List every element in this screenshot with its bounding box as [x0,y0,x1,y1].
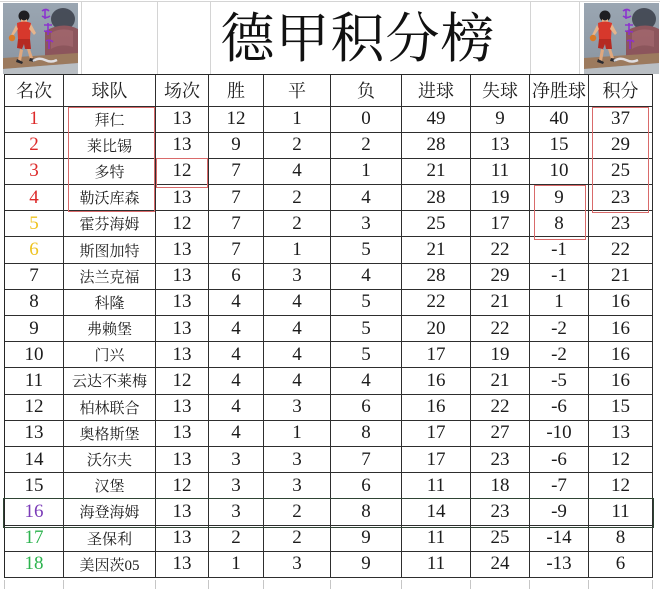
cell-goal-diff-row-7[interactable]: -1 [530,264,589,290]
cell-played-row-10[interactable]: 13 [156,342,209,368]
cell-goals-against-row-15[interactable]: 18 [471,473,530,499]
cell-team-row-17[interactable]: 圣保利 [64,526,156,552]
cell-goals-for-row-11[interactable]: 16 [402,368,471,394]
cell-drawn-row-10[interactable]: 4 [264,342,331,368]
cell-played-row-2[interactable]: 13 [156,133,209,159]
cell-goals-against-row-7[interactable]: 29 [471,264,530,290]
grid-line [579,2,580,74]
cell-played-row-17[interactable]: 13 [156,526,209,552]
cell-played-row-4[interactable]: 13 [156,185,209,211]
cell-lost-row-15[interactable]: 6 [331,473,402,499]
grid-line [81,2,82,74]
cell-team-row-12[interactable]: 柏林联合 [64,395,156,421]
cell-points-row-10[interactable]: 16 [589,342,653,368]
page-title: 德甲积分榜 [220,9,496,69]
cell-team-row-18[interactable]: 美因茨05 [64,552,156,578]
cell-goals-against-row-3[interactable]: 11 [471,159,530,185]
cell-points-row-5[interactable]: 23 [589,211,653,237]
cell-lost-row-5[interactable]: 3 [331,211,402,237]
cell-goals-against-row-18[interactable]: 24 [471,552,530,578]
grid-line [63,580,64,589]
cell-points-row-1[interactable]: 37 [589,107,653,133]
grid-line [210,2,211,74]
header-cell-goal-diff[interactable]: 净胜球 [530,75,589,107]
cell-lost-row-4[interactable]: 4 [331,185,402,211]
cell-points-row-11[interactable]: 16 [589,368,653,394]
cell-lost-row-13[interactable]: 8 [331,421,402,447]
grid-line [530,2,531,74]
cell-goals-for-row-12[interactable]: 16 [402,395,471,421]
header-cell-goals-against[interactable]: 失球 [471,75,530,107]
cell-rank-row-17[interactable]: 17 [5,526,64,552]
cell-played-row-16[interactable]: 13 [156,499,209,525]
grid-line [401,580,402,589]
cell-goals-for-row-1[interactable]: 49 [402,107,471,133]
cell-goals-against-row-14[interactable]: 23 [471,447,530,473]
cell-played-row-6[interactable]: 13 [156,237,209,263]
cell-rank-row-10[interactable]: 10 [5,342,64,368]
cell-goals-against-row-17[interactable]: 25 [471,526,530,552]
grid-line [157,2,158,74]
cell-points-row-12[interactable]: 15 [589,395,653,421]
cell-won-row-8[interactable]: 4 [209,290,264,316]
cell-lost-row-17[interactable]: 9 [331,526,402,552]
cell-goals-against-row-6[interactable]: 22 [471,237,530,263]
grid-line [470,580,471,589]
cell-played-row-3[interactable]: 12 [156,159,209,185]
cell-team-row-16[interactable]: 海登海姆 [64,499,156,525]
cell-rank-row-2[interactable]: 2 [5,133,64,159]
cell-won-row-7[interactable]: 6 [209,264,264,290]
cell-played-row-12[interactable]: 13 [156,395,209,421]
cell-drawn-row-14[interactable]: 3 [264,447,331,473]
cell-won-row-9[interactable]: 4 [209,316,264,342]
cell-team-row-13[interactable]: 奥格斯堡 [64,421,156,447]
cell-team-row-10[interactable]: 门兴 [64,342,156,368]
cell-goal-diff-row-9[interactable]: -2 [530,316,589,342]
grid-line [208,580,209,589]
header-cell-lost[interactable]: 负 [331,75,402,107]
cell-played-row-11[interactable]: 12 [156,368,209,394]
cell-goals-for-row-13[interactable]: 17 [402,421,471,447]
cell-goals-for-row-16[interactable]: 14 [402,499,471,525]
cell-won-row-10[interactable]: 4 [209,342,264,368]
cell-lost-row-14[interactable]: 7 [331,447,402,473]
cell-rank-row-18[interactable]: 18 [5,552,64,578]
cell-points-row-8[interactable]: 16 [589,290,653,316]
cell-rank-row-13[interactable]: 13 [5,421,64,447]
cell-goals-against-row-12[interactable]: 22 [471,395,530,421]
cell-points-row-18[interactable]: 6 [589,552,653,578]
cell-drawn-row-1[interactable]: 1 [264,107,331,133]
cell-goals-against-row-8[interactable]: 21 [471,290,530,316]
cell-goals-against-row-11[interactable]: 21 [471,368,530,394]
cell-goals-for-row-14[interactable]: 17 [402,447,471,473]
cell-played-row-7[interactable]: 13 [156,264,209,290]
cell-goals-against-row-9[interactable]: 22 [471,316,530,342]
cell-goals-against-row-10[interactable]: 19 [471,342,530,368]
cell-goals-against-row-5[interactable]: 17 [471,211,530,237]
cell-played-row-9[interactable]: 13 [156,316,209,342]
header-cell-team[interactable]: 球队 [64,75,156,107]
cell-team-row-8[interactable]: 科隆 [64,290,156,316]
cell-won-row-6[interactable]: 7 [209,237,264,263]
cell-drawn-row-11[interactable]: 4 [264,368,331,394]
cell-team-row-2[interactable]: 莱比锡 [64,133,156,159]
cell-lost-row-3[interactable]: 1 [331,159,402,185]
cell-lost-row-16[interactable]: 8 [331,499,402,525]
cell-played-row-18[interactable]: 13 [156,552,209,578]
cell-goals-for-row-4[interactable]: 28 [402,185,471,211]
cell-rank-row-16[interactable]: 16 [5,499,64,525]
cell-played-row-15[interactable]: 12 [156,473,209,499]
cell-lost-row-7[interactable]: 4 [331,264,402,290]
cell-rank-row-9[interactable]: 9 [5,316,64,342]
cell-drawn-row-3[interactable]: 4 [264,159,331,185]
cell-goals-for-row-3[interactable]: 21 [402,159,471,185]
cell-lost-row-18[interactable]: 9 [331,552,402,578]
cell-played-row-14[interactable]: 13 [156,447,209,473]
cell-goals-against-row-2[interactable]: 13 [471,133,530,159]
cell-lost-row-9[interactable]: 5 [331,316,402,342]
cell-lost-row-2[interactable]: 2 [331,133,402,159]
grid-line [652,580,653,589]
header-cell-goals-for[interactable]: 进球 [402,75,471,107]
cell-drawn-row-5[interactable]: 2 [264,211,331,237]
cell-points-row-7[interactable]: 21 [589,264,653,290]
cell-lost-row-12[interactable]: 6 [331,395,402,421]
cell-lost-row-8[interactable]: 5 [331,290,402,316]
cell-goals-for-row-15[interactable]: 11 [402,473,471,499]
cell-drawn-row-13[interactable]: 1 [264,421,331,447]
cell-drawn-row-9[interactable]: 4 [264,316,331,342]
cell-goals-for-row-8[interactable]: 22 [402,290,471,316]
cell-drawn-row-6[interactable]: 1 [264,237,331,263]
cell-won-row-3[interactable]: 7 [209,159,264,185]
cell-goal-diff-row-11[interactable]: -5 [530,368,589,394]
cell-rank-row-7[interactable]: 7 [5,264,64,290]
cell-lost-row-1[interactable]: 0 [331,107,402,133]
cell-won-row-17[interactable]: 2 [209,526,264,552]
cell-points-row-2[interactable]: 29 [589,133,653,159]
cell-goal-diff-row-13[interactable]: -10 [530,421,589,447]
cell-goal-diff-row-2[interactable]: 15 [530,133,589,159]
cell-goals-for-row-2[interactable]: 28 [402,133,471,159]
cell-rank-row-14[interactable]: 14 [5,447,64,473]
grid-line [588,580,589,589]
cell-won-row-4[interactable]: 7 [209,185,264,211]
cell-team-row-3[interactable]: 多特 [64,159,156,185]
cell-goal-diff-row-6[interactable]: -1 [530,237,589,263]
cell-goal-diff-row-8[interactable]: 1 [530,290,589,316]
cell-drawn-row-7[interactable]: 3 [264,264,331,290]
header-cell-points[interactable]: 积分 [589,75,653,107]
cell-goals-for-row-9[interactable]: 20 [402,316,471,342]
cell-points-row-16[interactable]: 11 [589,499,653,525]
cell-drawn-row-8[interactable]: 4 [264,290,331,316]
cell-goal-diff-row-1[interactable]: 40 [530,107,589,133]
cell-won-row-12[interactable]: 4 [209,395,264,421]
header-cell-won[interactable]: 胜 [209,75,264,107]
cell-drawn-row-15[interactable]: 3 [264,473,331,499]
cell-drawn-row-2[interactable]: 2 [264,133,331,159]
cell-won-row-11[interactable]: 4 [209,368,264,394]
grid-line [330,580,331,589]
cell-lost-row-6[interactable]: 5 [331,237,402,263]
cell-lost-row-11[interactable]: 4 [331,368,402,394]
cell-points-row-17[interactable]: 8 [589,526,653,552]
cell-team-row-11[interactable]: 云达不莱梅 [64,368,156,394]
cell-points-row-4[interactable]: 23 [589,185,653,211]
cell-goals-for-row-6[interactable]: 21 [402,237,471,263]
cell-rank-row-11[interactable]: 11 [5,368,64,394]
cell-won-row-15[interactable]: 3 [209,473,264,499]
cell-team-row-15[interactable]: 汉堡 [64,473,156,499]
cell-played-row-13[interactable]: 13 [156,421,209,447]
cell-points-row-13[interactable]: 13 [589,421,653,447]
cell-rank-row-1[interactable]: 1 [5,107,64,133]
cell-goals-for-row-17[interactable]: 11 [402,526,471,552]
cell-drawn-row-17[interactable]: 2 [264,526,331,552]
cell-team-row-7[interactable]: 法兰克福 [64,264,156,290]
cell-rank-row-15[interactable]: 15 [5,473,64,499]
cell-goal-diff-row-15[interactable]: -7 [530,473,589,499]
cell-rank-row-6[interactable]: 6 [5,237,64,263]
cell-rank-row-8[interactable]: 8 [5,290,64,316]
cell-points-row-14[interactable]: 12 [589,447,653,473]
cell-team-row-1[interactable]: 拜仁 [64,107,156,133]
grid-line [0,1,660,2]
cell-goals-for-row-5[interactable]: 25 [402,211,471,237]
cell-team-row-14[interactable]: 沃尔夫 [64,447,156,473]
cell-goal-diff-row-10[interactable]: -2 [530,342,589,368]
cell-goals-against-row-1[interactable]: 9 [471,107,530,133]
cell-goals-against-row-13[interactable]: 27 [471,421,530,447]
cell-goals-for-row-10[interactable]: 17 [402,342,471,368]
cell-goals-against-row-4[interactable]: 19 [471,185,530,211]
header-cell-drawn[interactable]: 平 [264,75,331,107]
cell-drawn-row-16[interactable]: 2 [264,499,331,525]
cell-goal-diff-row-12[interactable]: -6 [530,395,589,421]
header-cell-rank[interactable]: 名次 [5,75,64,107]
cell-goals-against-row-16[interactable]: 23 [471,499,530,525]
cell-points-row-6[interactable]: 22 [589,237,653,263]
cell-goal-diff-row-18[interactable]: -13 [530,552,589,578]
cell-won-row-13[interactable]: 4 [209,421,264,447]
cell-drawn-row-12[interactable]: 3 [264,395,331,421]
cell-played-row-1[interactable]: 13 [156,107,209,133]
slam-dunk-player-image [584,3,659,74]
cell-team-row-4[interactable]: 勒沃库森 [64,185,156,211]
header-cell-played[interactable]: 场次 [156,75,209,107]
cell-goal-diff-row-4[interactable]: 9 [530,185,589,211]
grid-line [155,580,156,589]
cell-points-row-9[interactable]: 16 [589,316,653,342]
cell-goals-for-row-18[interactable]: 11 [402,552,471,578]
cell-won-row-5[interactable]: 7 [209,211,264,237]
cell-rank-row-12[interactable]: 12 [5,395,64,421]
cell-won-row-16[interactable]: 3 [209,499,264,525]
cell-rank-row-3[interactable]: 3 [5,159,64,185]
cell-goal-diff-row-17[interactable]: -14 [530,526,589,552]
cell-goals-for-row-7[interactable]: 28 [402,264,471,290]
cell-won-row-1[interactable]: 12 [209,107,264,133]
cell-drawn-row-18[interactable]: 3 [264,552,331,578]
cell-team-row-5[interactable]: 霍芬海姆 [64,211,156,237]
cell-drawn-row-4[interactable]: 2 [264,185,331,211]
cell-points-row-15[interactable]: 12 [589,473,653,499]
cell-goal-diff-row-5[interactable]: 8 [530,211,589,237]
cell-won-row-2[interactable]: 9 [209,133,264,159]
cell-goal-diff-row-3[interactable]: 10 [530,159,589,185]
cell-goal-diff-row-14[interactable]: -6 [530,447,589,473]
grid-line [263,580,264,589]
cell-played-row-8[interactable]: 13 [156,290,209,316]
cell-won-row-14[interactable]: 3 [209,447,264,473]
standings-table [4,74,653,578]
cell-team-row-6[interactable]: 斯图加特 [64,237,156,263]
slam-dunk-player-image [3,3,78,74]
cell-played-row-5[interactable]: 12 [156,211,209,237]
grid-line [529,580,530,589]
cell-goal-diff-row-16[interactable]: -9 [530,499,589,525]
cell-lost-row-10[interactable]: 5 [331,342,402,368]
grid-line [4,580,5,589]
cell-won-row-18[interactable]: 1 [209,552,264,578]
cell-points-row-3[interactable]: 25 [589,159,653,185]
cell-team-row-9[interactable]: 弗赖堡 [64,316,156,342]
cell-rank-row-4[interactable]: 4 [5,185,64,211]
cell-rank-row-5[interactable]: 5 [5,211,64,237]
